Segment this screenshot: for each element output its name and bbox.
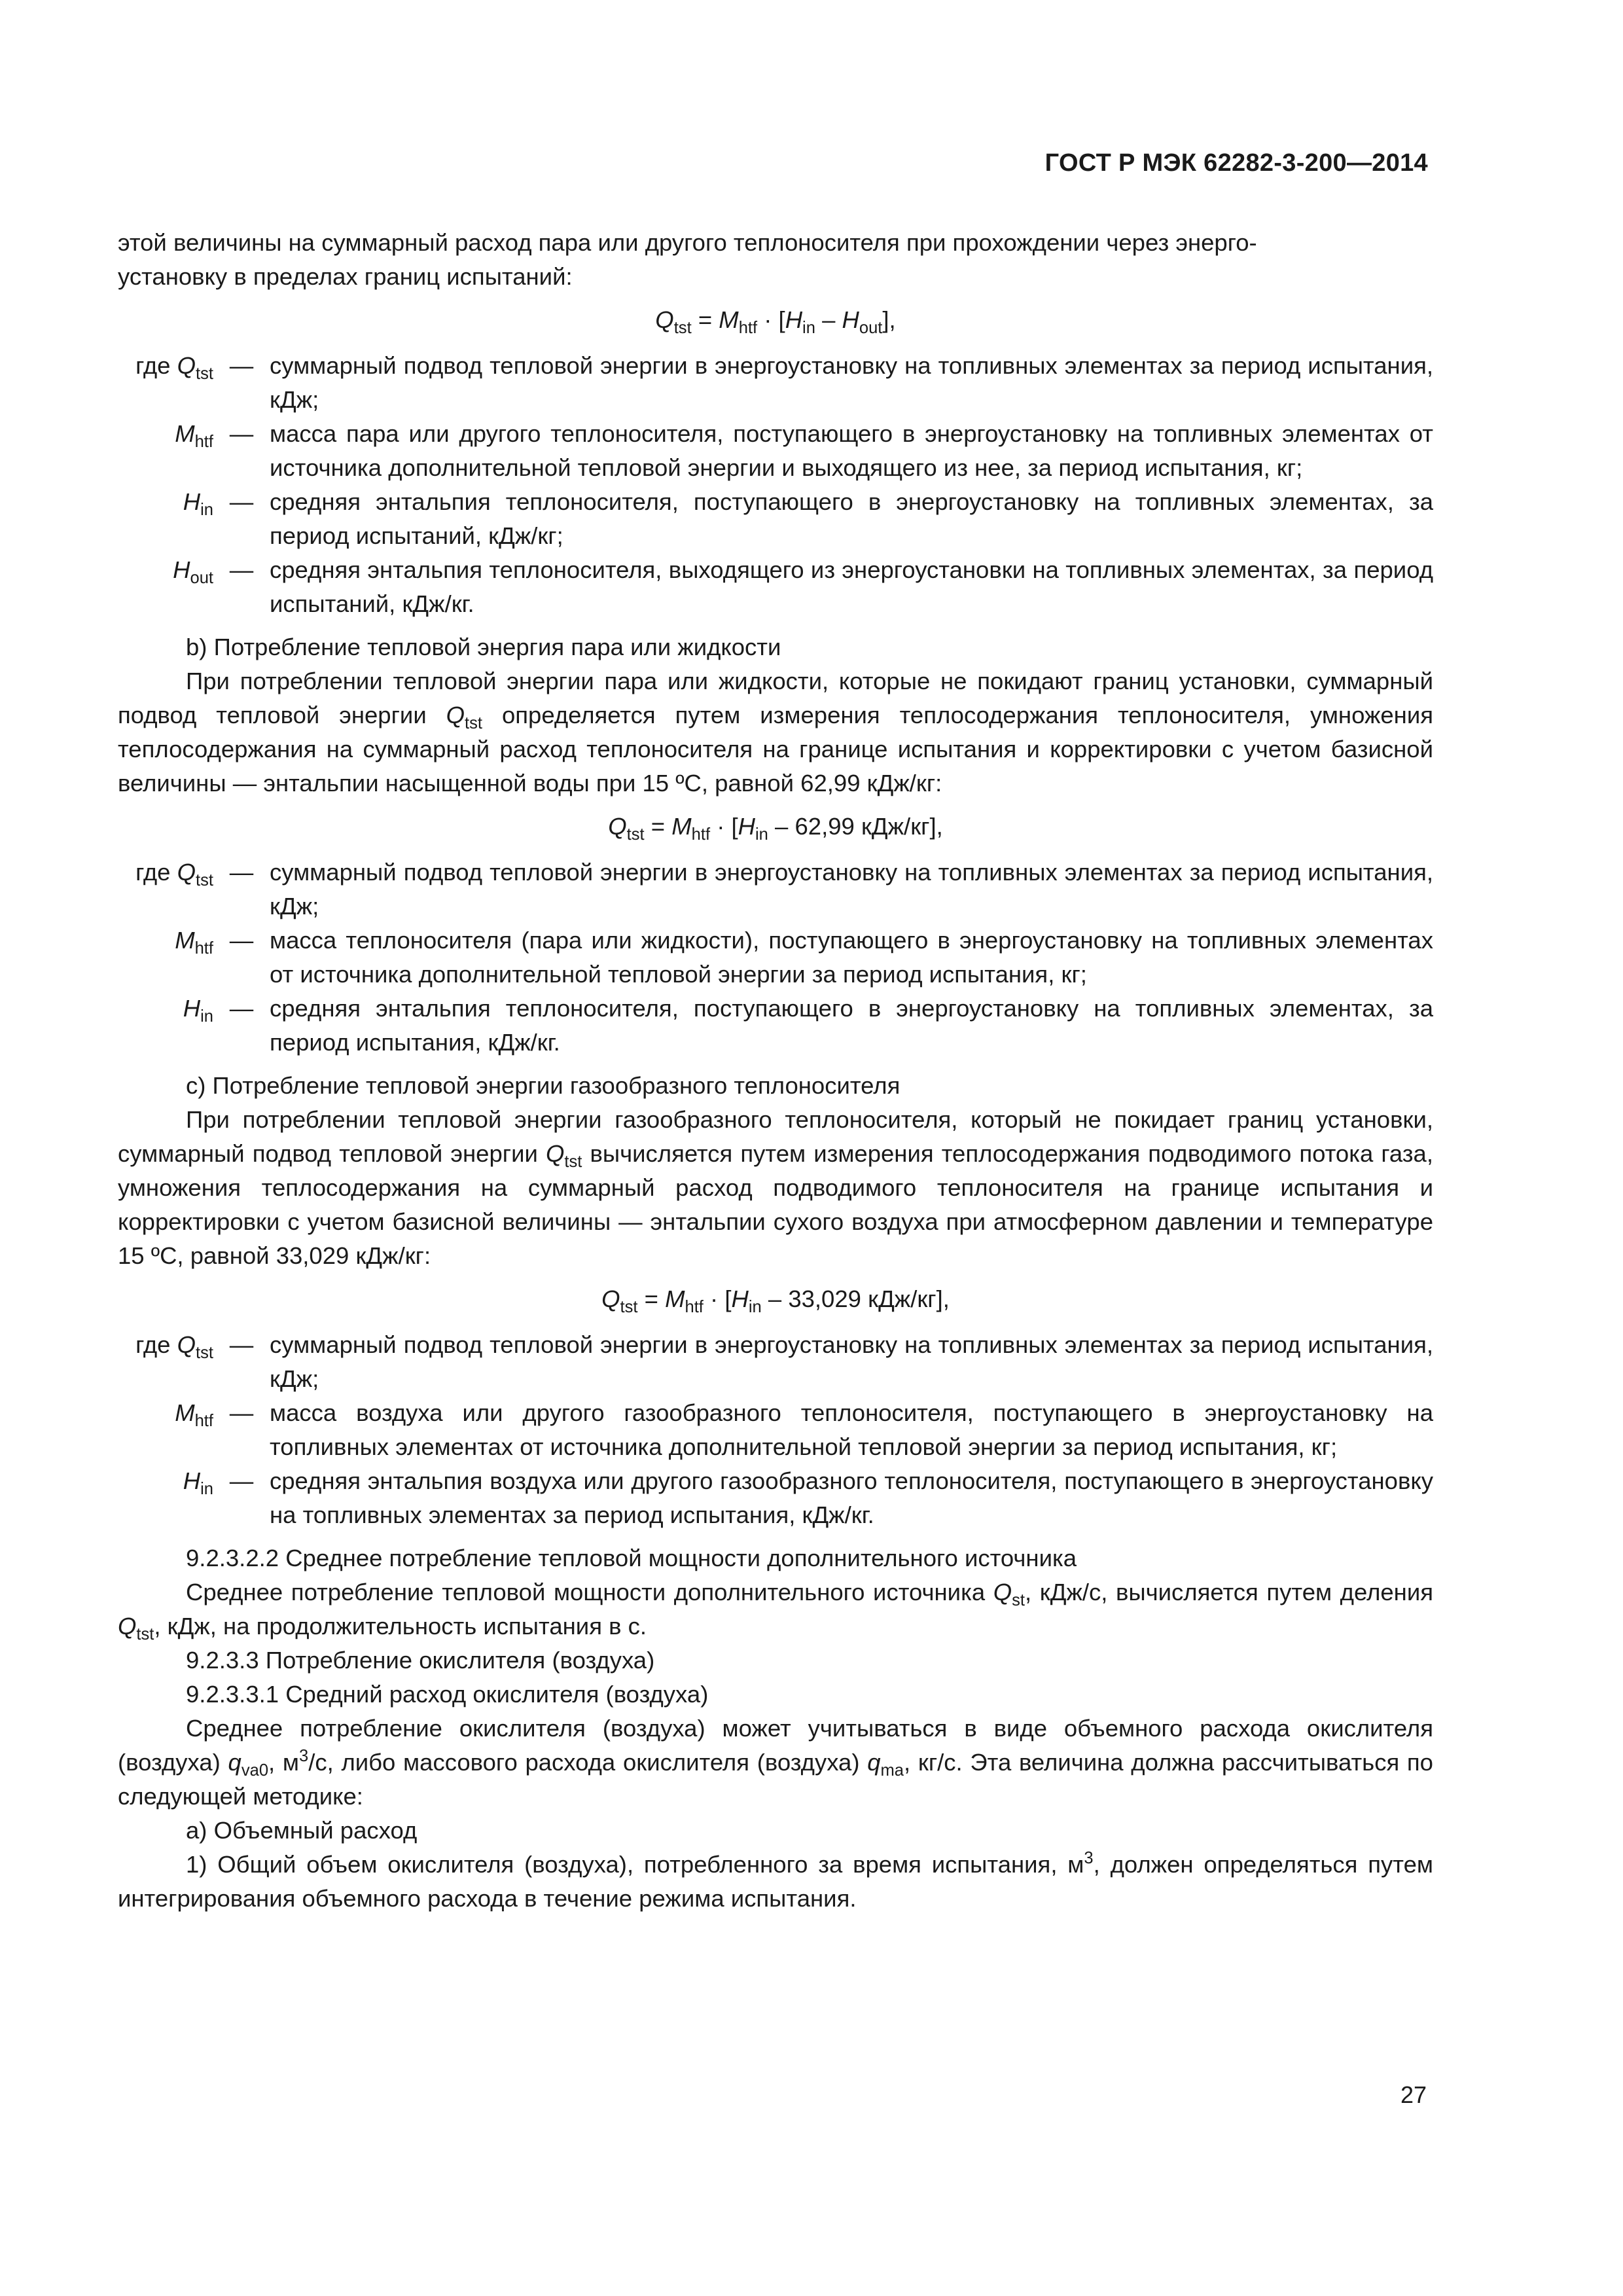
page-number: 27 [1400, 2081, 1427, 2108]
section-9-2-3-3-1-paragraph: Среднее потребление окислителя (воздуха) может учитываться в виде объемного расхода окислителя (воздуха) $q_{va0}$, $м^3/с$, либо массового расхода окислителя (воздуха) $q_{ma}$, кг/с. Эта величина должна рассчитываться по следующей методике: [118, 1715, 1433, 1810]
definition-item: $H_{in}$ — средняя энтальпия теплоносителя, поступающего в энергоустановку на топливных элементах, за период испытаний, кДж/кг; [183, 488, 1433, 549]
definition-item: $M_{htf}$ — масса воздуха или другого газообразного теплоносителя, поступающего в энергоустановку на топливных элементах от источника дополнительной тепловой энергии за период испытания, кг; [175, 1399, 1433, 1460]
definitions-2 [118, 855, 1433, 1060]
subsection-b-paragraph: При потреблении тепловой энергии пара или жидкости, которые не покидают границ установки, суммарный подвод тепловой энергии $Q_{tst}$ определяется путем измерения теплосодержания теплоносителя, умножения теплосодержания на суммарный расход теплоносителя на границе испытания и корректировки с учетом базисной величины — энтальпии насыщенной воды при 15 ºС, равной 62,99 кДж/кг: [118, 668, 1433, 797]
subsection-a-item-1: 1) Общий объем окислителя (воздуха), потребленного за время испытания, $м^3$, должен определяться путем интегрирования объемного расхода в течение режима испытания. [118, 1848, 1433, 1912]
section-9-2-3-2-2-title: 9.2.3.2.2 Среднее потребление тепловой мощности дополнительного источника [186, 1545, 1077, 1571]
section-9-2-3-3-title: 9.2.3.3 Потребление окислителя (воздуха) [186, 1647, 655, 1674]
definition-item: где $Q_{tst}$ — суммарный подвод тепловой энергии в энергоустановку на топливных элементах за период испытания, кДж; [135, 859, 1433, 920]
subsection-c-paragraph: При потреблении тепловой энергии газообразного теплоносителя, который не покидает границ установки, суммарный подвод тепловой энергии $Q_{tst}$ вычисляется путем измерения теплосодержания подводимого потока газа, умножения теплосодержания на суммарный расход подводимого теплоносителя на границе испытания и корректировки с учетом базисной величины — энтальпии сухого воздуха при атмосферном давлении и температуре 15 ºС, равной 33,029 кДж/кг: [118, 1106, 1433, 1269]
subsection-c-title: c) Потребление тепловой энергии газообразного теплоносителя [186, 1072, 901, 1099]
definition-item: $H_{out}$ — средняя энтальпия теплоносителя, выходящего из энергоустановки на топливных элементах, за период испытаний, кДж/кг. [173, 556, 1433, 617]
definition-item: где $Q_{tst}$ — суммарный подвод тепловой энергии в энергоустановку на топливных элементах за период испытания, кДж; [135, 352, 1433, 413]
definitions-3 [118, 1328, 1433, 1532]
definitions-1 [118, 349, 1433, 621]
definition-item: $M_{htf}$ — масса пара или другого теплоносителя, поступающего в энергоустановку на топливных элементах от источника дополнительной тепловой энергии и выходящего из нее, за период испытания, кг; [175, 420, 1433, 481]
section-9-2-3-3-1-title: 9.2.3.3.1 Средний расход окислителя (воздуха) [186, 1681, 709, 1708]
formula-1: $Q_{tst} = M_{htf} \cdot [H_{in} - H_{out}]$, [655, 306, 896, 338]
subsection-a-title: a) Объемный расход [186, 1817, 418, 1844]
formula-3: $Q_{tst} = M_{htf} \cdot [H_{in} - 33,029$ кДж/кг], [601, 1285, 950, 1317]
definition-item: где $Q_{tst}$ — суммарный подвод тепловой энергии в энергоустановку на топливных элементах за период испытания, кДж; [135, 1331, 1433, 1392]
document-header: ГОСТ Р МЭК 62282-3-200—2014 [1044, 149, 1428, 177]
definition-item: $M_{htf}$ — масса теплоносителя (пара или жидкости), поступающего в энергоустановку на топливных элементах от источника дополнительной тепловой энергии за период испытания, кг; [175, 927, 1433, 988]
definition-item: $H_{in}$ — средняя энтальпия теплоносителя, поступающего в энергоустановку на топливных элементах, за период испытания, кДж/кг. [183, 995, 1433, 1056]
subsection-b-title: b) Потребление тепловой энергия пара или жидкости [186, 634, 781, 660]
document-body [118, 226, 1433, 1916]
intro-paragraph: этой величины на суммарный расход пара или другого теплоносителя при прохождении через энерго- установку в пределах границ испытаний: [118, 229, 1257, 290]
definition-item: $H_{in}$ — средняя энтальпия воздуха или другого газообразного теплоносителя, поступающего в энергоустановку на топливных элементах за период испытания, кДж/кг. [183, 1467, 1433, 1528]
section-9-2-3-2-2-paragraph: Среднее потребление тепловой мощности дополнительного источника $Q_{st}$, кДж/с, вычисляется путем деления $Q_{tst}$, кДж, на продолжительность испытания в с. [118, 1579, 1433, 1644]
formula-2: $Q_{tst} = M_{htf} \cdot [H_{in} - 62,99$ кДж/кг], [608, 813, 943, 844]
